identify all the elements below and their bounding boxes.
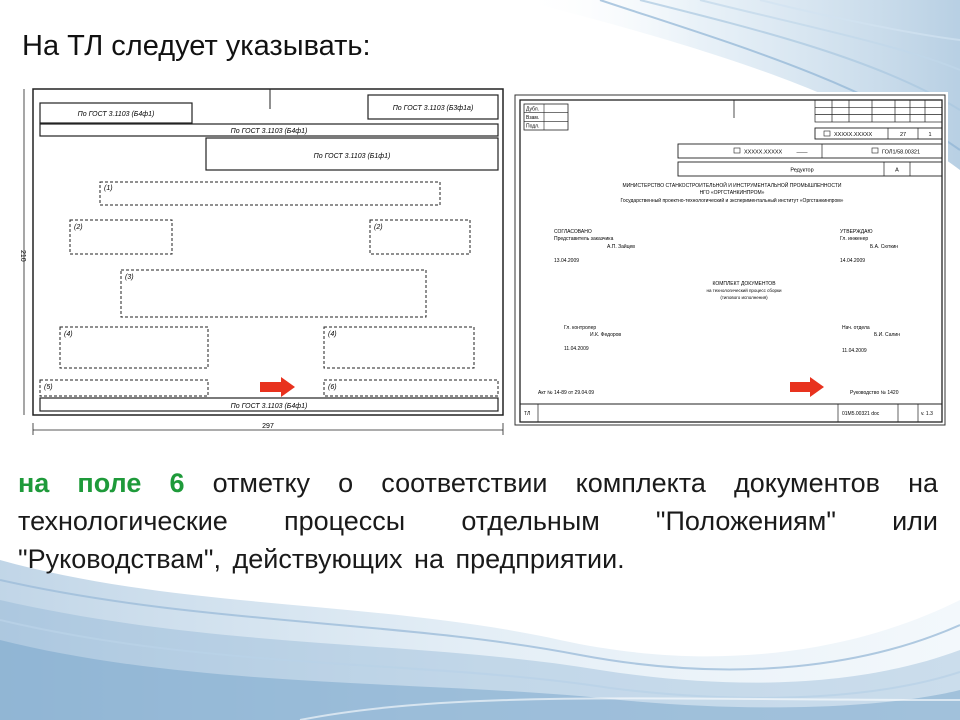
agreed-role: Представитель заказчика (554, 236, 614, 242)
act-label: Акт № 14-89 от 29.04.09 (538, 390, 595, 396)
body-text: отметку о соответствии комплекта документов на технологические процессы отдельным "Положениям" или "Руководствам", действующих на предприятии. (18, 468, 938, 574)
stamp-row2: Взам. (526, 115, 540, 121)
guide-label: Руководство № 1420 (850, 390, 899, 396)
slide-body (18, 464, 938, 578)
ngo: НГО «ОРГСТАНКИНПРОМ» (699, 190, 765, 196)
gost-label-bottom: По ГОСТ 3.1103 (Б4ф1) (230, 403, 308, 410)
approved-role: Гл. инженер (840, 236, 869, 242)
sheets-total: 27 (899, 132, 907, 138)
field-5-label: (5) (44, 384, 53, 391)
bottom-code: 01М5.00321 doc (842, 411, 880, 417)
code-mid: ХХХХХ.ХХХХХ (744, 149, 783, 156)
field-2-left-label: (2) (74, 224, 83, 231)
dim-width-label: 297 (262, 423, 274, 430)
field-3-label: (3) (125, 274, 134, 281)
gost-label-row2: По ГОСТ 3.1103 (Б4ф1) (230, 128, 308, 135)
dash: —— (796, 149, 808, 156)
bottom-ver: v. 1.3 (921, 411, 933, 417)
field-4-right-label: (4) (328, 331, 337, 338)
gost-label-top-left: По ГОСТ 3.1103 (Б4ф1) (77, 111, 155, 118)
field-4-left-label: (4) (64, 331, 73, 338)
slide-title: На ТЛ следует указывать: (22, 30, 371, 62)
gost-label-top-right: По ГОСТ 3.1103 (Б3ф1а) (392, 105, 474, 112)
gost-label-row3: По ГОСТ 3.1103 (Б1ф1) (313, 153, 391, 160)
doc-code: ГОЛ1/58.00321 (882, 149, 921, 156)
controller-role: Гл. контролер (564, 325, 597, 331)
set-sub1: на технологический процесс сборки (706, 288, 782, 293)
code-top: ХХХХХ.ХХХХХ (834, 132, 873, 138)
chief-role: Нач. отдела (842, 325, 870, 331)
stamp-row1: Дубл. (526, 106, 539, 113)
field-2-right-label: (2) (374, 224, 383, 231)
chief-name: Б.И. Салин (874, 332, 900, 338)
body-highlight: на поле 6 (18, 468, 185, 498)
controller-name: И.К. Федоров (590, 332, 622, 338)
agreed-heading: СОГЛАСОВАНО (554, 229, 592, 235)
agreed-date: 13.04.2009 (554, 258, 580, 264)
red-arrow-icon (260, 377, 295, 397)
approved-date: 14.04.2009 (840, 258, 866, 264)
letter-label: А (895, 167, 899, 174)
set-title: КОМПЛЕКТ ДОКУМЕНТОВ (712, 281, 776, 287)
sheet-num: 1 (928, 132, 932, 138)
institute: Государственный проектно-технологический и экспериментальный институт «Оргстанкинпром» (620, 198, 844, 204)
field-6-label: (6) (328, 384, 337, 391)
agreed-name: А.П. Зайцев (607, 244, 635, 250)
tl-label: ТЛ (524, 411, 531, 417)
approved-name: Б.А. Сюткин (870, 244, 899, 250)
dim-height-label: 210 (19, 250, 26, 262)
tl-form-example (512, 92, 948, 428)
red-arrow-icon (790, 377, 824, 397)
approved-heading: УТВЕРЖДАЮ (840, 229, 873, 235)
stamp-row3: Подл. (526, 123, 540, 130)
tl-form-schematic (18, 85, 508, 440)
reductor-label: Редуктор (790, 167, 814, 174)
set-sub2: (типового исполнения) (720, 295, 768, 300)
controller-date: 11.04.2009 (564, 346, 589, 352)
field-1-label: (1) (104, 185, 113, 192)
ministry: МИНИСТЕРСТВО СТАНКОСТРОИТЕЛЬНОЙ И ИНСТРУМЕНТАЛЬНОЙ ПРОМЫШЛЕННОСТИ (622, 183, 842, 189)
chief-date: 11.04.2009 (842, 348, 867, 354)
